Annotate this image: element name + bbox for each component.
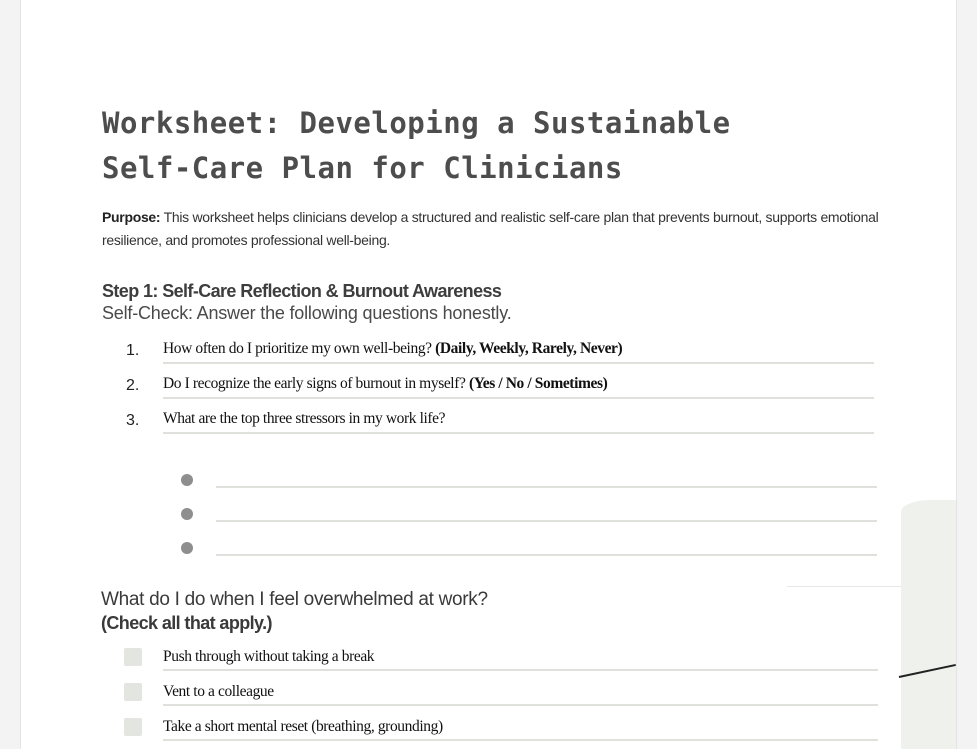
step1-heading: Step 1: Self-Care Reflection & Burnout Awareness [102, 281, 502, 301]
overwhelm-option-1 [124, 648, 878, 672]
question-number: 1. [126, 342, 140, 359]
checkbox[interactable] [124, 718, 142, 736]
purpose-text: This worksheet helps clinicians develop a structured and realistic self-care plan that prevents burnout, supports emotional resilience, and promotes professional well-being. [102, 209, 879, 248]
question-answer-field[interactable] [163, 410, 874, 434]
worksheet-page [20, 0, 957, 749]
title-line-2: Self-Care Plan for Clinicians [102, 151, 623, 185]
question-answer-field[interactable] [163, 340, 874, 364]
option-label: Push through without taking a break [163, 648, 878, 671]
overwhelm-question: What do I do when I feel overwhelmed at work? [101, 589, 488, 610]
question-row-3 [126, 410, 874, 434]
stressor-bullet-2 [181, 508, 877, 524]
overwhelm-option-2 [124, 683, 878, 707]
worksheet-title [102, 101, 862, 191]
stressor-bullet-1 [181, 474, 877, 490]
stressor-answer-line[interactable] [216, 554, 877, 556]
option-label: Take a short mental reset (breathing, grounding) [163, 718, 878, 741]
stressor-answer-line[interactable] [216, 486, 877, 488]
decorative-shape [901, 500, 957, 749]
checkbox[interactable] [124, 648, 142, 666]
question-number: 3. [126, 412, 140, 429]
stressor-answer-line[interactable] [216, 520, 877, 522]
question-options: (Daily, Weekly, Rarely, Never) [435, 340, 623, 357]
question-number: 2. [126, 377, 140, 394]
question-row-1 [126, 340, 874, 364]
overwhelm-option-3 [124, 718, 878, 742]
stressor-bullet-3 [181, 542, 877, 558]
purpose-paragraph [102, 206, 882, 252]
bullet-icon [181, 508, 193, 520]
bullet-icon [181, 474, 193, 486]
question-answer-field[interactable] [163, 375, 874, 399]
question-options: (Yes / No / Sometimes) [468, 375, 608, 392]
question-text: What are the top three stressors in my work life? [163, 410, 446, 427]
question-row-2 [126, 375, 874, 399]
step1-subheading: Self-Check: Answer the following questions honestly. [102, 303, 512, 323]
title-line-1: Worksheet: Developing a Sustainable [102, 106, 731, 140]
option-label: Vent to a colleague [163, 683, 878, 706]
checkbox[interactable] [124, 683, 142, 701]
bullet-icon [181, 542, 193, 554]
purpose-label: Purpose: [102, 209, 161, 225]
question-text: How often do I prioritize my own well-being? [163, 340, 436, 357]
overwhelm-instruction: (Check all that apply.) [101, 613, 272, 633]
question-text: Do I recognize the early signs of burnout in myself? [163, 375, 469, 392]
